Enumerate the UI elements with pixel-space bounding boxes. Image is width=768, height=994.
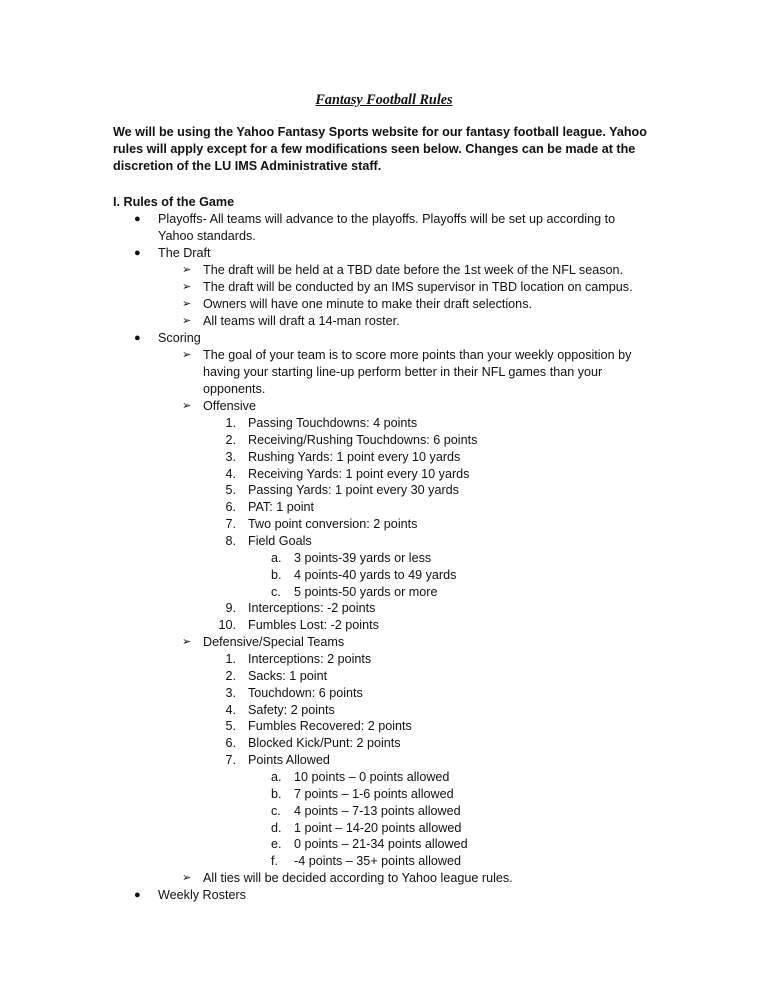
draft-label: The Draft (158, 246, 211, 260)
arrow-bullet-icon: ➢ (182, 400, 192, 412)
arrow-bullet-icon: ➢ (182, 264, 192, 276)
playoffs-text: Yahoo standards. (158, 229, 256, 243)
list-letter: e. (271, 837, 282, 851)
list-number: 6. (225, 500, 236, 514)
list-number: 7. (225, 517, 236, 531)
list-number: 4. (225, 703, 236, 717)
list-number: 1. (225, 652, 236, 666)
points-allowed-item: -4 points – 35+ points allowed (294, 854, 461, 868)
list-letter: f. (271, 854, 278, 868)
offensive-item: Field Goals (248, 534, 312, 548)
arrow-bullet-icon: ➢ (182, 872, 192, 884)
list-number: 1. (225, 416, 236, 430)
list-number: 5. (225, 483, 236, 497)
bullet-icon: ● (134, 213, 141, 225)
list-letter: c. (271, 585, 281, 599)
section-heading: I. Rules of the Game (113, 195, 235, 209)
scoring-label: Scoring (158, 331, 201, 345)
arrow-bullet-icon: ➢ (182, 281, 192, 293)
intro-line: discretion of the LU IMS Administrative staff. (113, 159, 382, 173)
points-allowed-item: 10 points – 0 points allowed (294, 770, 450, 784)
points-allowed-item: 0 points – 21-34 points allowed (294, 837, 468, 851)
list-number: 4. (225, 467, 236, 481)
draft-item: The draft will be held at a TBD date before the 1st week of the NFL season. (203, 263, 624, 277)
list-number: 6. (225, 736, 236, 750)
playoffs-text: Playoffs- All teams will advance to the playoffs. Playoffs will be set up according to (158, 212, 616, 226)
bullet-icon: ● (134, 332, 141, 344)
arrow-bullet-icon: ➢ (182, 349, 192, 361)
defensive-label: Defensive/Special Teams (203, 635, 345, 649)
offensive-item: Two point conversion: 2 points (248, 517, 418, 531)
weekly-rosters-label: Weekly Rosters (158, 888, 246, 902)
offensive-item: Interceptions: -2 points (248, 601, 376, 615)
list-letter: a. (271, 770, 282, 784)
offensive-item: Passing Yards: 1 point every 30 yards (248, 483, 459, 497)
intro-paragraph (113, 124, 653, 175)
list-letter: b. (271, 787, 282, 801)
list-number: 10. (218, 618, 236, 632)
list-number: 7. (225, 753, 236, 767)
offensive-label: Offensive (203, 399, 256, 413)
draft-item: Owners will have one minute to make their draft selections. (203, 297, 532, 311)
defensive-item: Fumbles Recovered: 2 points (248, 719, 412, 733)
field-goal-item: 4 points-40 yards to 49 yards (294, 568, 457, 582)
list-letter: b. (271, 568, 282, 582)
scoring-goal-text: having your starting line-up perform better in their NFL games than your (203, 365, 603, 379)
arrow-bullet-icon: ➢ (182, 636, 192, 648)
defensive-item: Sacks: 1 point (248, 669, 328, 683)
draft-item: All teams will draft a 14-man roster. (203, 314, 400, 328)
offensive-item: Passing Touchdowns: 4 points (248, 416, 418, 430)
intro-line: rules will apply except for a few modifications seen below. Changes can be made at the (113, 142, 636, 156)
list-letter: c. (271, 804, 281, 818)
list-letter: a. (271, 551, 282, 565)
offensive-item: Receiving/Rushing Touchdowns: 6 points (248, 433, 478, 447)
defensive-item: Safety: 2 points (248, 703, 335, 717)
list-number: 3. (225, 686, 236, 700)
offensive-item: PAT: 1 point (248, 500, 315, 514)
bullet-icon: ● (134, 247, 141, 259)
offensive-item: Receiving Yards: 1 point every 10 yards (248, 467, 470, 481)
list-number: 8. (225, 534, 236, 548)
scoring-goal-text: The goal of your team is to score more points than your weekly opposition by (203, 348, 632, 362)
defensive-item: Touchdown: 6 points (248, 686, 363, 700)
defensive-item: Points Allowed (248, 753, 330, 767)
field-goal-item: 5 points-50 yards or more (294, 585, 438, 599)
points-allowed-item: 7 points – 1-6 points allowed (294, 787, 454, 801)
draft-item: The draft will be conducted by an IMS supervisor in TBD location on campus. (203, 280, 633, 294)
arrow-bullet-icon: ➢ (182, 315, 192, 327)
offensive-item: Fumbles Lost: -2 points (248, 618, 379, 632)
list-letter: d. (271, 821, 282, 835)
list-number: 2. (225, 669, 236, 683)
arrow-bullet-icon: ➢ (182, 298, 192, 310)
list-number: 5. (225, 719, 236, 733)
document-title: Fantasy Football Rules (315, 92, 453, 108)
intro-line: We will be using the Yahoo Fantasy Sports website for our fantasy football league. Yahoo (113, 125, 647, 139)
list-number: 2. (225, 433, 236, 447)
defensive-item: Interceptions: 2 points (248, 652, 372, 666)
bullet-icon: ● (134, 889, 141, 901)
points-allowed-item: 4 points – 7-13 points allowed (294, 804, 461, 818)
points-allowed-item: 1 point – 14-20 points allowed (294, 821, 462, 835)
scoring-goal-text: opponents. (203, 382, 266, 396)
list-number: 3. (225, 450, 236, 464)
defensive-item: Blocked Kick/Punt: 2 points (248, 736, 401, 750)
ties-rule: All ties will be decided according to Yahoo league rules. (203, 871, 513, 885)
field-goal-item: 3 points-39 yards or less (294, 551, 432, 565)
list-number: 9. (225, 601, 236, 615)
offensive-item: Rushing Yards: 1 point every 10 yards (248, 450, 461, 464)
